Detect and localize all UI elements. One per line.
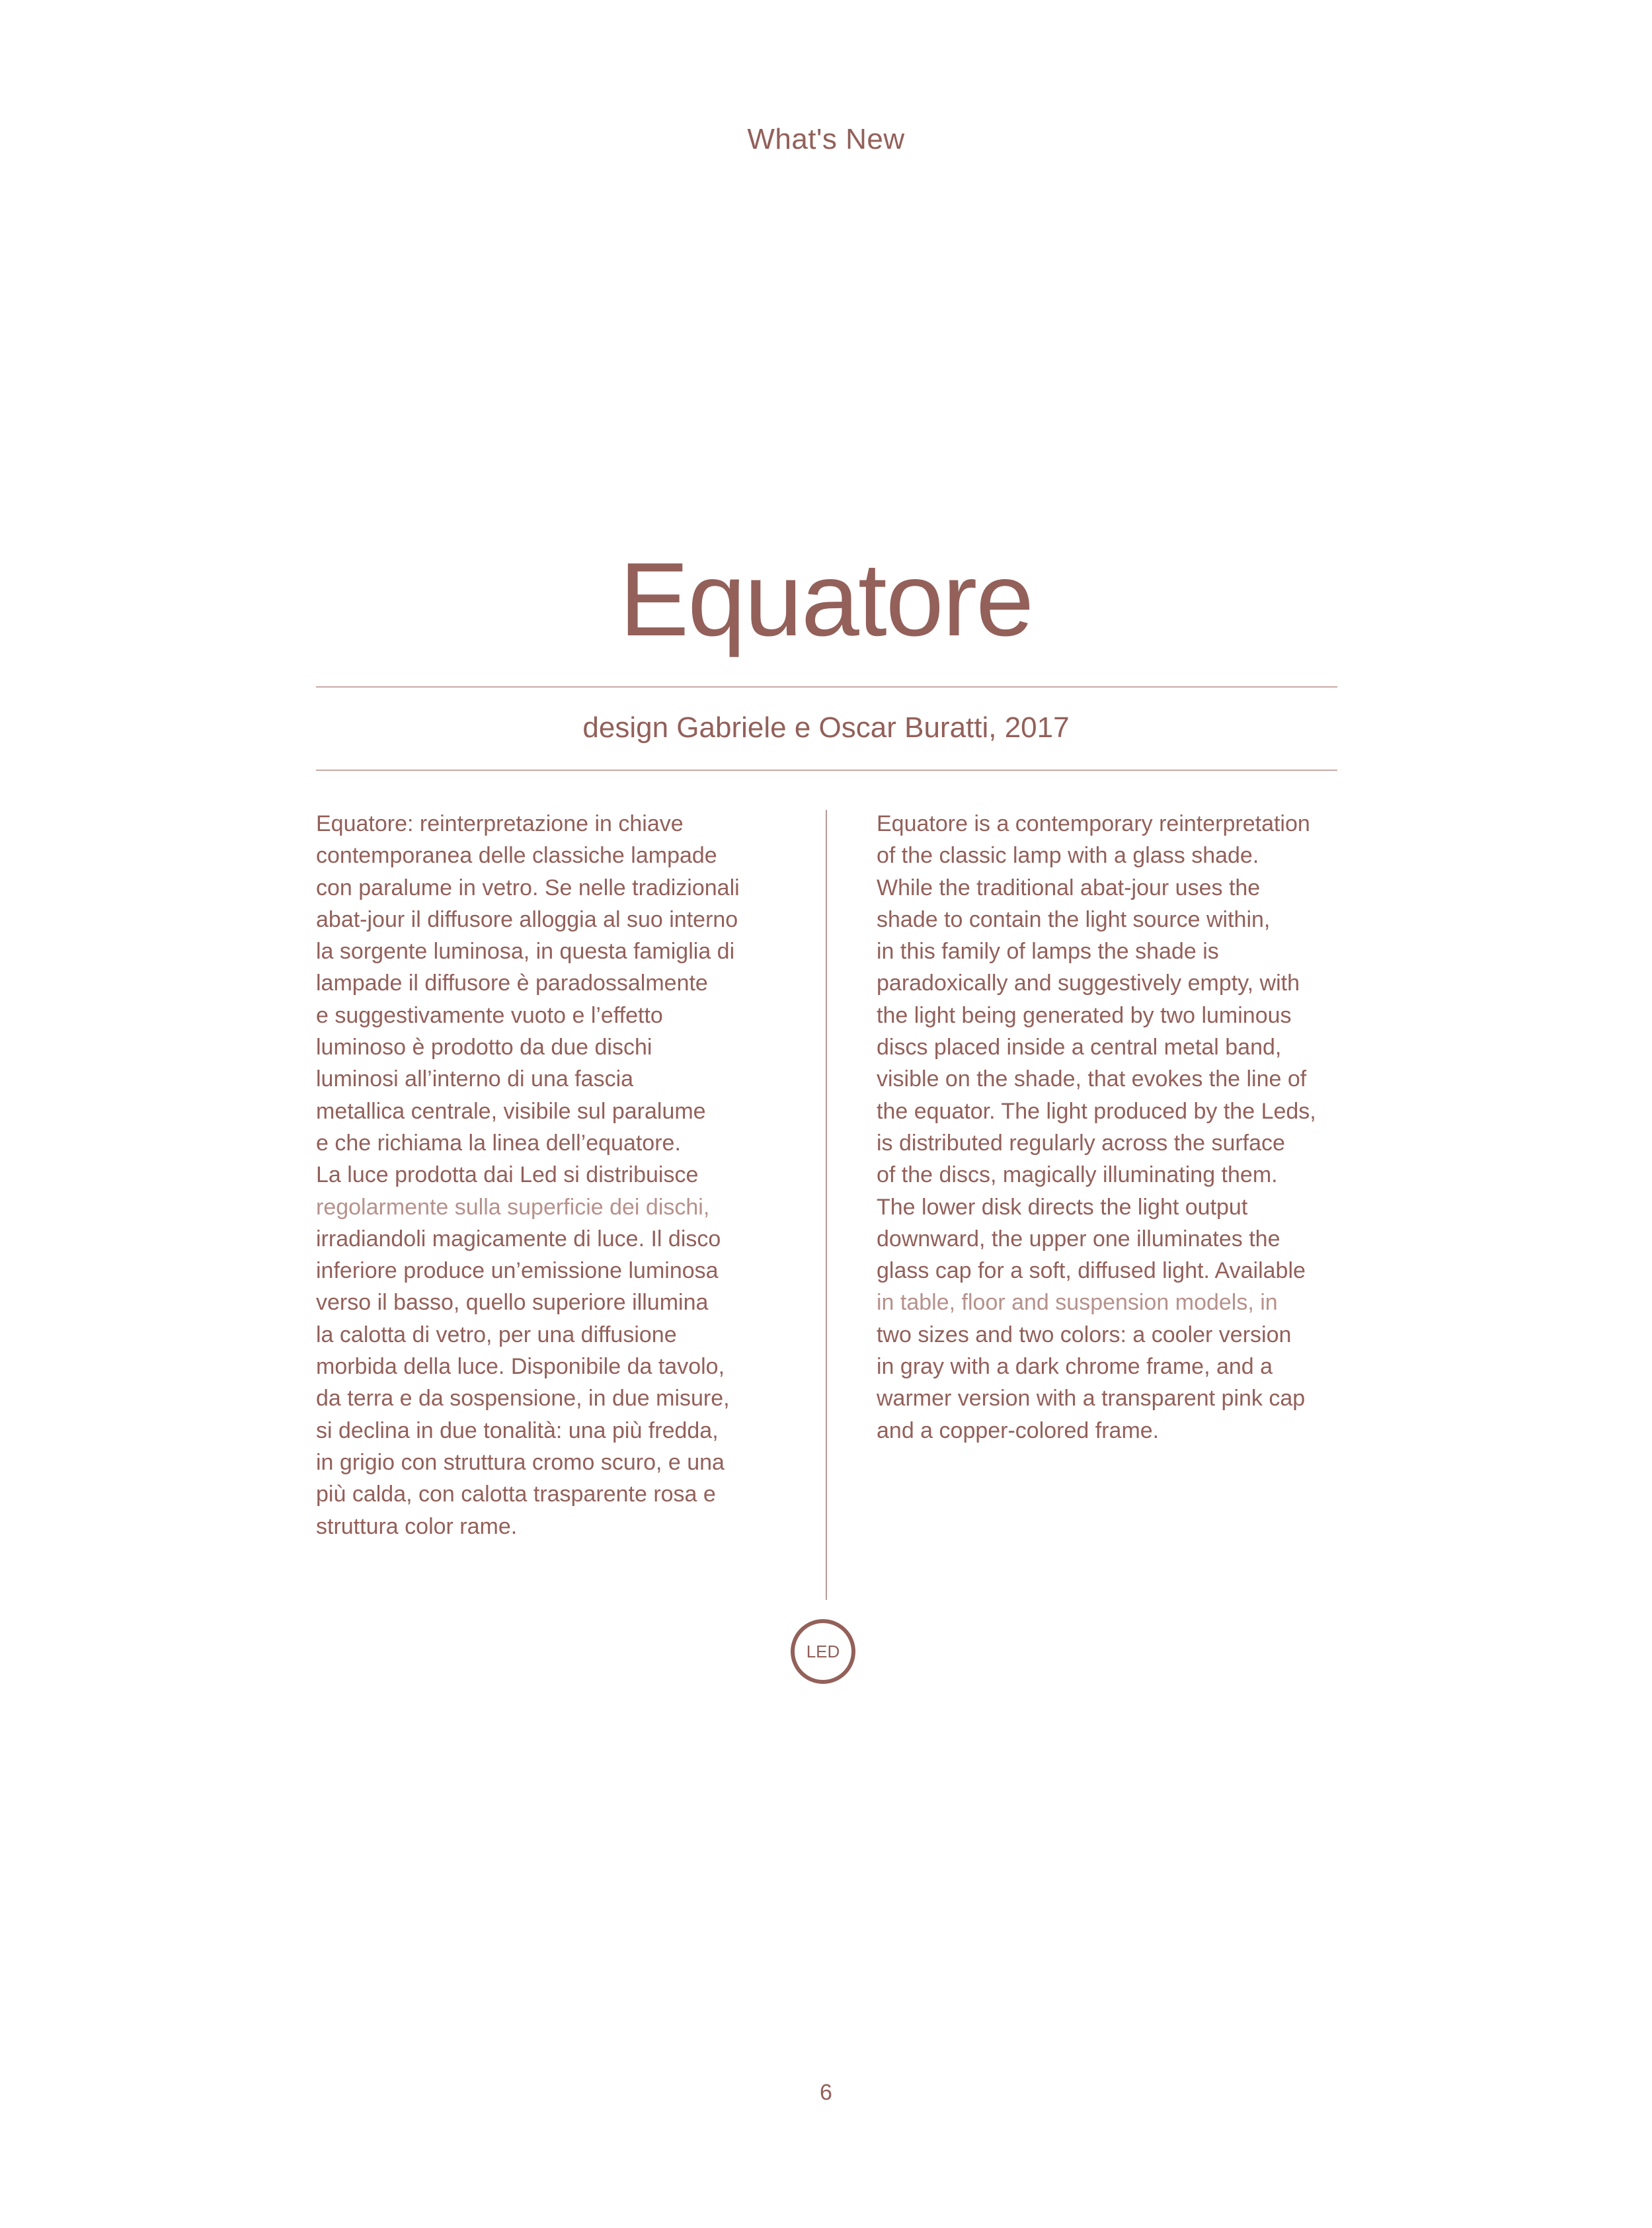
text-line: e che richiama la linea dell’equatore. [316, 1130, 681, 1156]
text-line: the light being generated by two luminous [877, 1002, 1292, 1028]
text-line: in table, floor and suspension models, in [877, 1290, 1278, 1316]
product-title: Equatore [619, 541, 1033, 658]
text-line: glass cap for a soft, diffused light. Available [877, 1258, 1306, 1284]
text-line: The lower disk directs the light output [877, 1194, 1248, 1220]
text-line: irradiandoli magicamente di luce. Il disco [316, 1226, 721, 1252]
text-line: abat-jour il diffusore alloggia al suo interno [316, 906, 738, 932]
text-line: is distributed regularly across the surface [877, 1130, 1285, 1156]
text-line: paradoxically and suggestively empty, with [877, 971, 1300, 996]
text-line: Equatore is a contemporary reinterpretation [877, 811, 1310, 836]
title-divider-top [316, 686, 1337, 688]
text-line: of the discs, magically illuminating them. [877, 1162, 1278, 1188]
text-line: da terra e da sospensione, in due misure, [316, 1386, 730, 1412]
text-line: Equatore: reinterpretazione in chiave [316, 811, 684, 836]
text-line: warmer version with a transparent pink cap [877, 1386, 1306, 1412]
text-line: and a copper-colored frame. [877, 1417, 1160, 1443]
text-line: la calotta di vetro, per una diffusione [316, 1322, 677, 1347]
text-line: con paralume in vetro. Se nelle tradizionali [316, 875, 740, 900]
text-line: morbida della luce. Disponibile da tavolo, [316, 1354, 725, 1380]
text-line: metallica centrale, visibile sul paralume [316, 1098, 706, 1124]
text-line: the equator. The light produced by the Leds, [877, 1098, 1316, 1124]
text-line: verso il basso, quello superiore illumina [316, 1290, 709, 1316]
text-line: luminosi all’interno di una fascia [316, 1066, 634, 1092]
text-line: più calda, con calotta trasparente rosa e [316, 1482, 716, 1507]
text-line: lampade il diffusore è paradossalmente [316, 971, 708, 996]
text-line: discs placed inside a central metal band, [877, 1035, 1282, 1060]
italian-description [316, 808, 740, 1542]
text-line: e suggestivamente vuoto e l’effetto [316, 1002, 663, 1028]
text-line: in this family of lamps the shade is [877, 939, 1219, 965]
text-line: La luce prodotta dai Led si distribuisce [316, 1162, 699, 1188]
text-line: in grigio con struttura cromo scuro, e una [316, 1449, 725, 1475]
text-line: inferiore produce un’emissione luminosa [316, 1258, 719, 1284]
text-line: shade to contain the light source within, [877, 906, 1271, 932]
product-designer-credit: design Gabriele e Oscar Buratti, 2017 [582, 711, 1070, 744]
column-divider [826, 810, 827, 1600]
text-line: of the classic lamp with a glass shade. [877, 843, 1259, 869]
led-badge-icon [791, 1619, 855, 1684]
section-header: What's New [747, 123, 905, 155]
text-line: visible on the shade, that evokes the line of [877, 1066, 1307, 1092]
text-line: downward, the upper one illuminates the [877, 1226, 1280, 1252]
page-number: 6 [820, 2080, 832, 2105]
text-line: two sizes and two colors: a cooler version [877, 1322, 1292, 1347]
text-line: While the traditional abat-jour uses the [877, 875, 1261, 900]
text-line: struttura color rame. [316, 1513, 518, 1539]
led-badge-label: LED [806, 1641, 840, 1661]
text-line: contemporanea delle classiche lampade [316, 843, 717, 869]
title-divider-bottom [316, 770, 1337, 771]
text-line: si declina in due tonalità: una più fredda, [316, 1417, 719, 1443]
text-line: luminoso è prodotto da due dischi [316, 1035, 652, 1060]
text-line: regolarmente sulla superficie dei dischi, [316, 1194, 710, 1220]
english-description [877, 808, 1316, 1447]
text-line: in gray with a dark chrome frame, and a [877, 1354, 1273, 1380]
text-line: la sorgente luminosa, in questa famiglia di [316, 939, 735, 965]
